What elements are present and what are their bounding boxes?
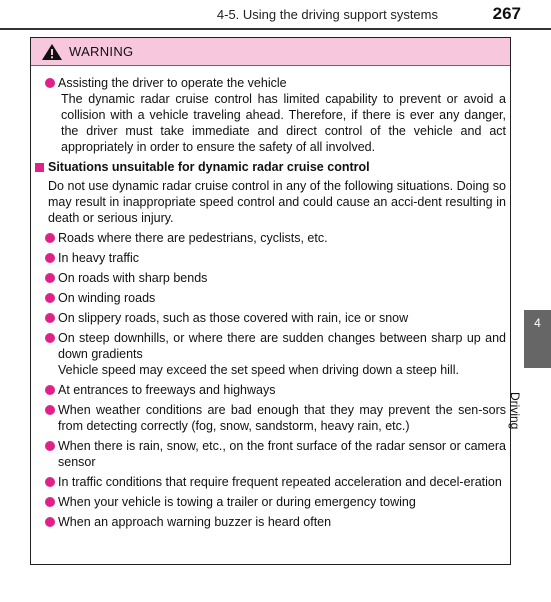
list-item-text: Roads where there are pedestrians, cyclists, etc.: [58, 231, 328, 245]
header-rule: [0, 28, 551, 30]
list-item-subtext: Vehicle speed may exceed the set speed when driving down a steep hill.: [58, 363, 459, 377]
list-item-text: On slippery roads, such as those covered with rain, ice or snow: [58, 311, 409, 325]
list-item-text: When weather conditions are bad enough that they may prevent the sen-sors from detecting correctly (fog, snow, sandstorm, heavy rain, etc.): [58, 403, 506, 433]
list-item: [35, 474, 506, 490]
item-list: [35, 230, 506, 530]
list-item-text: On steep downhills, or where there are sudden changes between sharp up and down gradients: [58, 331, 506, 361]
section-paragraph: Do not use dynamic radar cruise control in any of the following situations. Doing so may result in inappropriate speed control and could cause an acci-dent resulting in death or serious injury.: [48, 179, 506, 225]
list-item: [35, 270, 506, 286]
list-item: [35, 310, 506, 326]
bullet-dot-icon: [45, 313, 55, 323]
bullet-dot-icon: [45, 477, 55, 487]
list-item-text: When an approach warning buzzer is heard often: [58, 515, 332, 529]
bullet-dot-icon: [45, 333, 55, 343]
list-item: [35, 250, 506, 266]
intro-block: [35, 75, 506, 155]
section-square-icon: [35, 163, 44, 172]
list-item-body: [58, 330, 506, 378]
intro-paragraph: The dynamic radar cruise control has limited capability to prevent or avoid a collision with a vehicle traveling ahead. Therefore, if there is ever any danger, the driver must take immediate and direct control of the vehicle and act appropriately in order to ensure the safety of all involved.: [61, 92, 506, 154]
intro-bullet-text: Assisting the driver to operate the vehicle: [58, 76, 287, 90]
list-item: [35, 514, 506, 530]
chapter-tab-number: 4: [534, 316, 541, 330]
chapter-tab-label: Driving: [508, 392, 522, 430]
list-item: [35, 438, 506, 470]
page-header-title: 4-5. Using the driving support systems: [216, 7, 438, 22]
bullet-dot-icon: [45, 273, 55, 283]
list-item-text: On winding roads: [58, 291, 156, 305]
list-item-text: On roads with sharp bends: [58, 271, 208, 285]
bullet-dot-icon: [45, 233, 55, 243]
bullet-dot-icon: [45, 405, 55, 415]
section-heading-text: Situations unsuitable for dynamic radar cruise control: [48, 160, 370, 174]
page-number: 267: [492, 4, 521, 23]
warning-header: [31, 38, 510, 66]
list-item-text: When your vehicle is towing a trailer or during emergency towing: [58, 495, 416, 509]
list-item: [35, 230, 506, 246]
bullet-dot-icon: [45, 517, 55, 527]
warning-triangle-icon: [41, 43, 63, 61]
section-heading: [35, 159, 506, 175]
list-item-text: When there is rain, snow, etc., on the front surface of the radar sensor or camera sensor: [58, 439, 506, 469]
warning-title: WARNING: [69, 44, 134, 59]
list-item-text: In traffic conditions that require frequent repeated acceleration and decel-eration: [58, 475, 502, 489]
bullet-dot-icon: [45, 441, 55, 451]
list-item: [35, 290, 506, 306]
list-item: [35, 402, 506, 434]
list-item: [35, 494, 506, 510]
list-item-text: In heavy traffic: [58, 251, 140, 265]
bullet-dot-icon: [45, 253, 55, 263]
bullet-dot-icon: [45, 385, 55, 395]
list-item: [35, 382, 506, 398]
warning-content: [31, 66, 510, 530]
bullet-dot-icon: [45, 293, 55, 303]
warning-box: [30, 37, 511, 565]
bullet-dot-icon: [45, 497, 55, 507]
bullet-dot-icon: [45, 78, 55, 88]
list-item: [35, 75, 506, 91]
list-item: [35, 330, 506, 378]
chapter-tab[interactable]: [524, 310, 551, 368]
list-item-text: At entrances to freeways and highways: [58, 383, 276, 397]
